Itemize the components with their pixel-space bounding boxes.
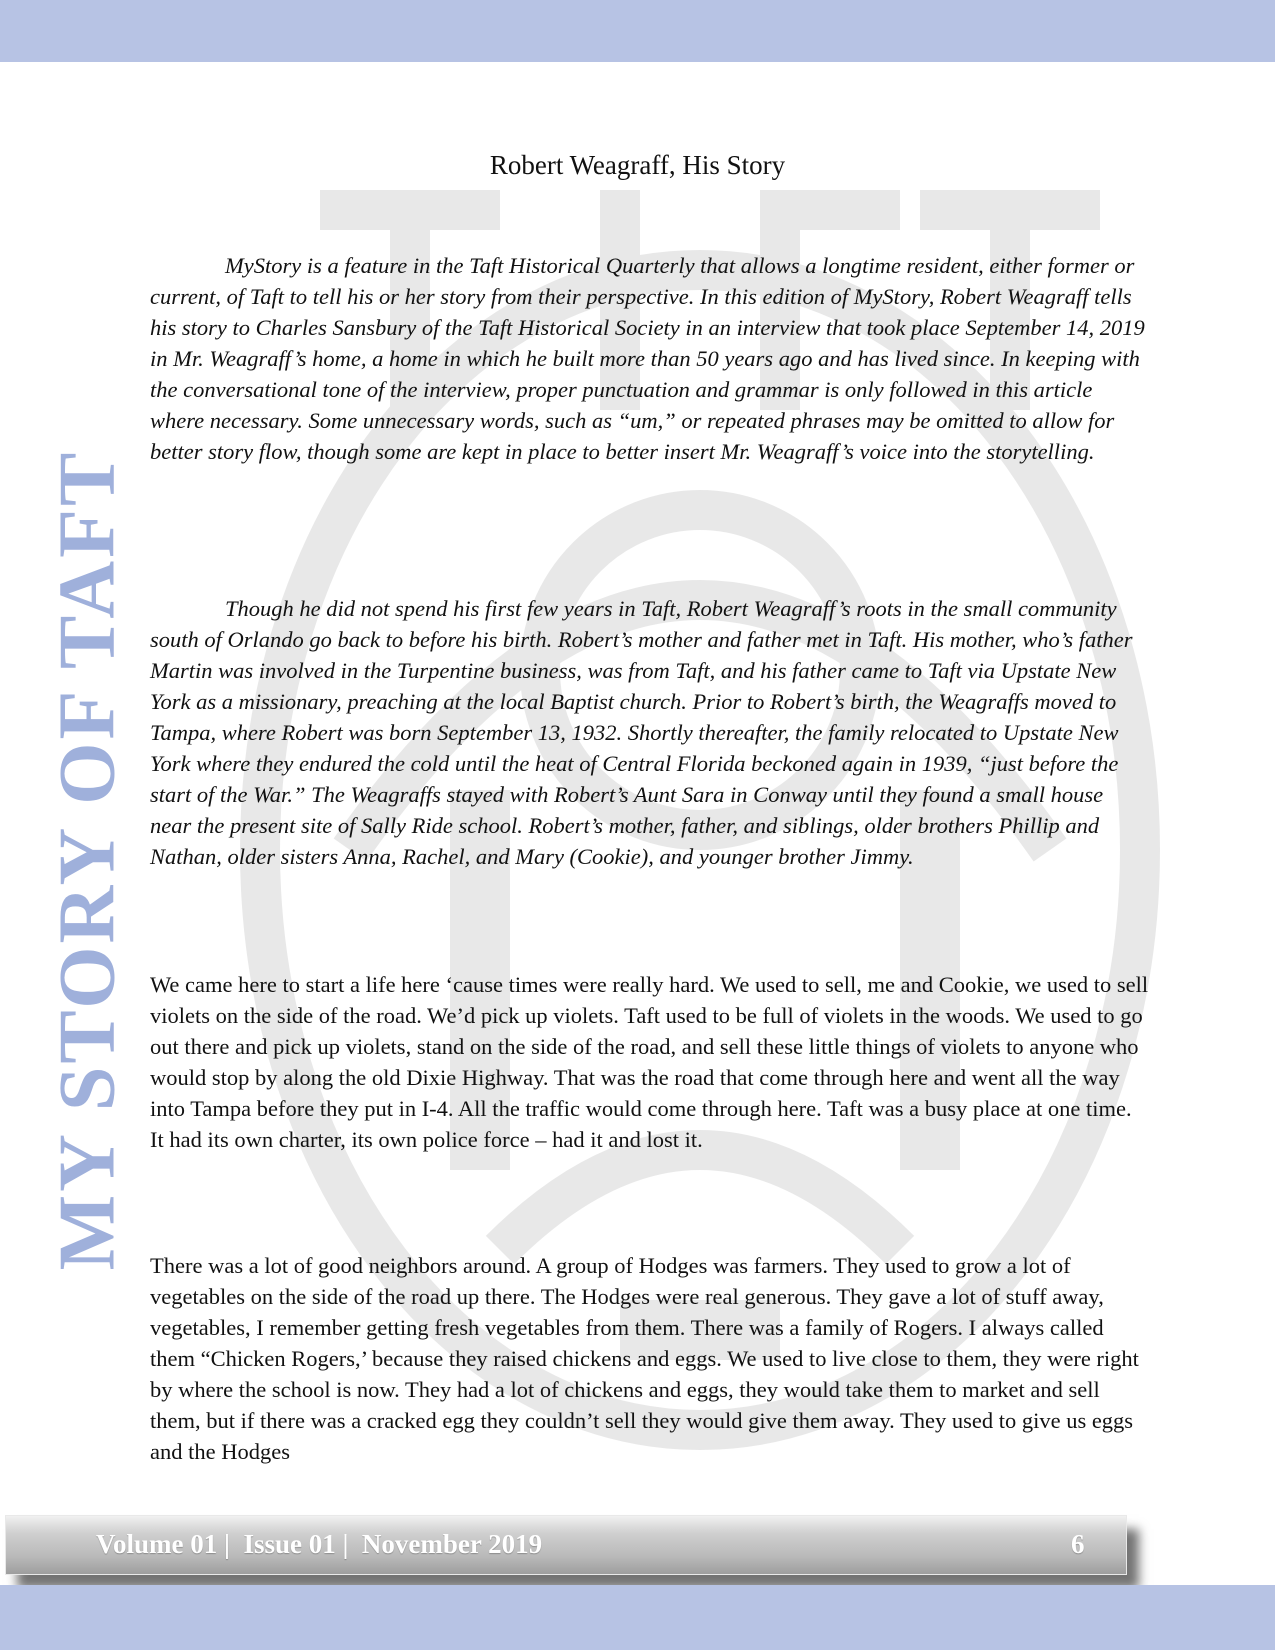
top-color-band [0, 0, 1275, 62]
issue-info: Volume 01 | Issue 01 | November 2019 [96, 1529, 543, 1559]
intro-paragraph: MyStory is a feature in the Taft Historical Quarterly that allows a longtime resident, either former or current, of Taft to tell his or her story from their perspective. In this edition of MyStory, Robert Weagraff tells his story to Charles Sansbury of the Taft Historical Society in an interview that took place September 14, 2019 in Mr. Weagraff’s home, a home in which he built more than 50 years ago and has lived since. In keeping with the conversational tone of the interview, proper punctuation and grammar is only followed in this article where necessary. Some unnecessary words, such as “um,” or repeated phrases may be omitted to allow for better story flow, though some are kept in place to better insert Mr. Weagraff’s voice into the storytelling. [150, 253, 1145, 464]
side-title: MY STORY OF TAFT [43, 449, 132, 1271]
page-number: 6 [1071, 1529, 1085, 1559]
story-paragraph: There was a lot of good neighbors around. A group of Hodges was farmers. They used to grow a lot of vegetables on the side of the road up there. The Hodges were real generous. They gave a lot of stuff away, vegetables, I remember getting fresh vegetables from them. There was a family of Rogers. I always called them “Chicken Rogers,’ because they raised chickens and eggs. We used to live close to them, they were right by where the school is now. They had a lot of chickens and eggs, they would take them to market and sell them, but if there was a cracked egg they couldn’t sell they would give them away. They used to give us eggs and the Hodges [150, 1253, 1139, 1464]
story-paragraph: We came here to start a life here ‘cause times were really hard. We used to sell, me and Cookie, we used to sell violets on the side of the road. We’d pick up violets. Taft used to be full of violets in the woods. We used to go out there and pick up violets, stand on the side of the road, and sell these little things of violets to anyone who would stop by along the old Dixie Highway. That was the road that come through here and went all the way into Tampa before they put in I-4. All the traffic would come through here. Taft was a busy place at one time. It had its own charter, its own police force – had it and lost it. [150, 972, 1149, 1152]
article-title: Robert Weagraff, His Story [489, 150, 786, 180]
background-paragraph: Though he did not spend his first few years in Taft, Robert Weagraff’s roots in the small community south of Orlando go back to before his birth. Robert’s mother and father met in Taft. His mother, who’s father Martin was involved in the Turpentine business, was from Taft, and his father came to Taft via Upstate New York as a missionary, preaching at the local Baptist church. Prior to Robert’s birth, the Weagraffs moved to Tampa, where Robert was born September 13, 1932. Shortly thereafter, the family relocated to Upstate New York where they endured the cold until the heat of Central Florida beckoned again in 1939, “just before the start of the War.” The Weagraffs stayed with Robert’s Aunt Sara in Conway until they found a small house near the present site of Sally Ride school. Robert’s mother, father, and siblings, older brothers Phillip and Nathan, older sisters Anna, Rachel, and Mary (Cookie), and younger brother Jimmy. [150, 596, 1133, 869]
bottom-color-band [0, 1585, 1275, 1650]
footer-bar [5, 1515, 1127, 1575]
